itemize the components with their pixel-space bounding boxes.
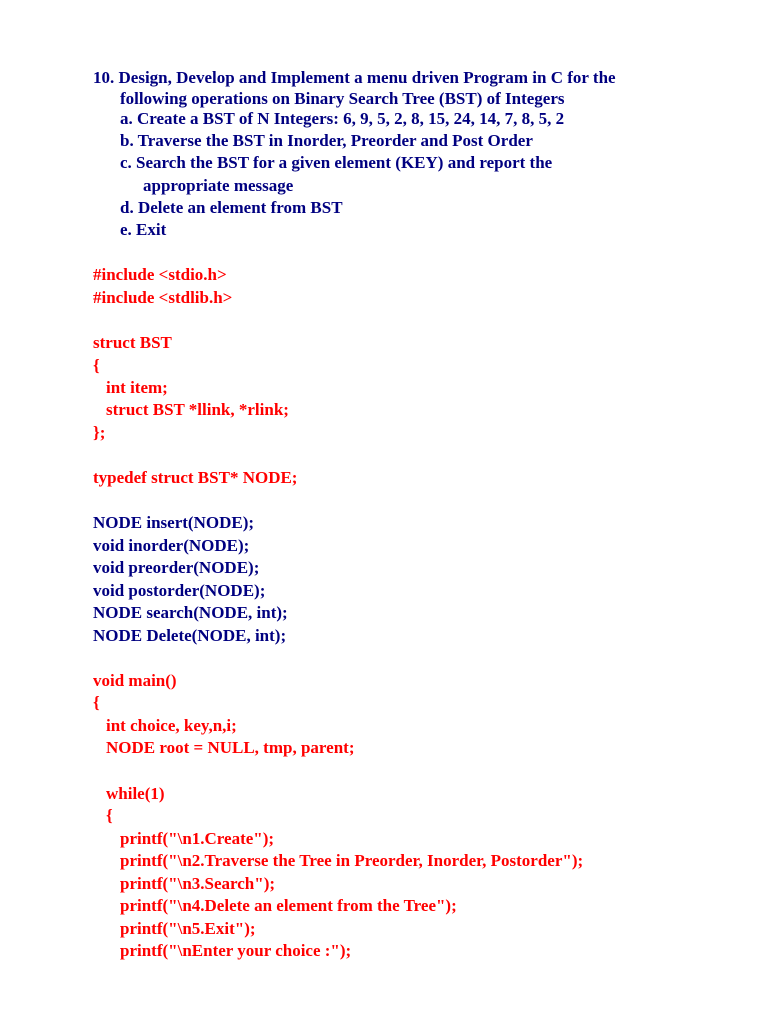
- task-item-b: b. Traverse the BST in Inorder, Preorder and Post Order: [120, 131, 533, 150]
- code-printf-traverse: printf("\n2.Traverse the Tree in Preorder, Inorder, Postorder");: [120, 851, 584, 870]
- code-include-stdlib: #include <stdlib.h>: [93, 288, 233, 307]
- code-main-open-brace: {: [93, 693, 100, 712]
- code-proto-postorder: void postorder(NODE);: [93, 581, 266, 600]
- code-proto-inorder: void inorder(NODE);: [93, 536, 250, 555]
- code-main-var-nodes: NODE root = NULL, tmp, parent;: [106, 738, 355, 757]
- code-struct-open-brace: {: [93, 356, 100, 375]
- code-printf-delete: printf("\n4.Delete an element from the Tree");: [120, 896, 457, 915]
- task-item-c: c. Search the BST for a given element (KEY) and report the: [120, 153, 553, 172]
- code-proto-insert: NODE insert(NODE);: [93, 513, 255, 532]
- code-main-var-ints: int choice, key,n,i;: [106, 716, 237, 735]
- code-printf-search: printf("\n3.Search");: [120, 874, 276, 893]
- task-item-e: e. Exit: [120, 220, 167, 239]
- code-while-open-brace: {: [106, 806, 113, 825]
- code-proto-preorder: void preorder(NODE);: [93, 558, 260, 577]
- task-heading: 10. Design, Develop and Implement a menu driven Program in C for the: [93, 68, 616, 87]
- code-printf-create: printf("\n1.Create");: [120, 829, 275, 848]
- code-struct-member-links: struct BST *llink, *rlink;: [106, 400, 289, 419]
- code-struct-close-brace: };: [93, 423, 106, 442]
- code-printf-choice: printf("\nEnter your choice :");: [120, 941, 352, 960]
- code-typedef: typedef struct BST* NODE;: [93, 468, 298, 487]
- task-heading-continued: following operations on Binary Search Tree (BST) of Integers: [120, 89, 565, 108]
- code-printf-exit: printf("\n5.Exit");: [120, 919, 256, 938]
- task-item-a: a. Create a BST of N Integers: 6, 9, 5, 2, 8, 15, 24, 14, 7, 8, 5, 2: [120, 109, 565, 128]
- code-proto-search: NODE search(NODE, int);: [93, 603, 288, 622]
- code-main-decl: void main(): [93, 671, 177, 690]
- code-struct-member-item: int item;: [106, 378, 168, 397]
- code-struct-decl: struct BST: [93, 333, 172, 352]
- task-item-d: d. Delete an element from BST: [120, 198, 343, 217]
- code-while-loop: while(1): [106, 784, 165, 803]
- code-include-stdio: #include <stdio.h>: [93, 265, 227, 284]
- task-item-c-continued: appropriate message: [143, 176, 294, 195]
- code-proto-delete: NODE Delete(NODE, int);: [93, 626, 287, 645]
